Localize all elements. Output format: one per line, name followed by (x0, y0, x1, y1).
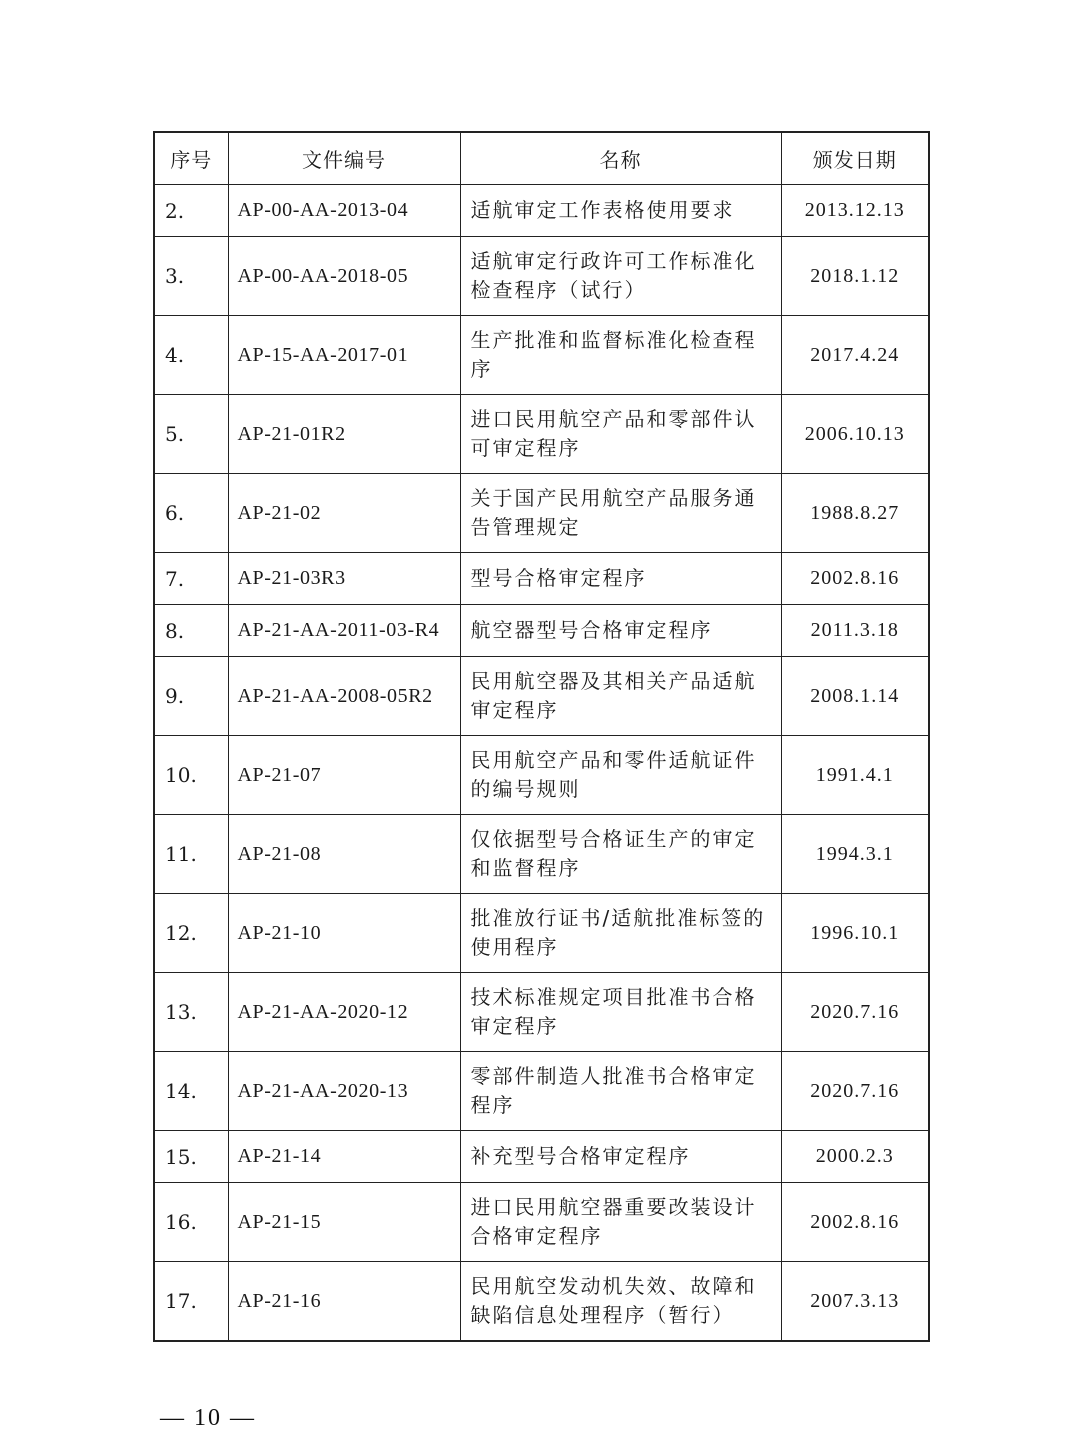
cell-code: AP-21-AA-2020-13 (228, 1052, 460, 1131)
cell-seq: 12. (154, 894, 228, 973)
table-body (154, 185, 929, 1342)
document-table (153, 131, 930, 1342)
table-row (154, 605, 929, 657)
cell-code: AP-00-AA-2013-04 (228, 185, 460, 237)
cell-seq: 6. (154, 474, 228, 553)
table-row (154, 894, 929, 973)
header-seq: 序号 (154, 132, 228, 185)
cell-date: 2008.1.14 (781, 657, 929, 736)
cell-code: AP-21-01R2 (228, 395, 460, 474)
header-code: 文件编号 (228, 132, 460, 185)
table-row (154, 815, 929, 894)
cell-seq: 2. (154, 185, 228, 237)
cell-name: 技术标准规定项目批准书合格审定程序 (460, 973, 781, 1052)
cell-seq: 3. (154, 237, 228, 316)
cell-code: AP-21-02 (228, 474, 460, 553)
cell-seq: 10. (154, 736, 228, 815)
cell-date: 1988.8.27 (781, 474, 929, 553)
table-row (154, 553, 929, 605)
cell-date: 2002.8.16 (781, 553, 929, 605)
cell-name: 航空器型号合格审定程序 (460, 605, 781, 657)
cell-seq: 4. (154, 316, 228, 395)
cell-code: AP-21-AA-2020-12 (228, 973, 460, 1052)
table-row (154, 1052, 929, 1131)
cell-code: AP-21-10 (228, 894, 460, 973)
table-row (154, 657, 929, 736)
cell-code: AP-15-AA-2017-01 (228, 316, 460, 395)
table-row (154, 474, 929, 553)
cell-name: 仅依据型号合格证生产的审定和监督程序 (460, 815, 781, 894)
cell-code: AP-21-07 (228, 736, 460, 815)
cell-code: AP-00-AA-2018-05 (228, 237, 460, 316)
cell-date: 2002.8.16 (781, 1183, 929, 1262)
cell-name: 适航审定行政许可工作标准化检查程序（试行） (460, 237, 781, 316)
table-row (154, 1262, 929, 1342)
cell-name: 关于国产民用航空产品服务通告管理规定 (460, 474, 781, 553)
cell-code: AP-21-AA-2011-03-R4 (228, 605, 460, 657)
cell-seq: 15. (154, 1131, 228, 1183)
cell-date: 2013.12.13 (781, 185, 929, 237)
cell-name: 民用航空器及其相关产品适航审定程序 (460, 657, 781, 736)
header-date: 颁发日期 (781, 132, 929, 185)
cell-name: 批准放行证书/适航批准标签的使用程序 (460, 894, 781, 973)
cell-name: 进口民用航空器重要改装设计合格审定程序 (460, 1183, 781, 1262)
cell-date: 2018.1.12 (781, 237, 929, 316)
table-row (154, 185, 929, 237)
table-row (154, 1183, 929, 1262)
cell-code: AP-21-14 (228, 1131, 460, 1183)
table-row (154, 237, 929, 316)
cell-date: 2007.3.13 (781, 1262, 929, 1342)
cell-seq: 16. (154, 1183, 228, 1262)
cell-seq: 9. (154, 657, 228, 736)
cell-name: 民用航空产品和零件适航证件的编号规则 (460, 736, 781, 815)
cell-date: 2020.7.16 (781, 1052, 929, 1131)
cell-seq: 5. (154, 395, 228, 474)
table-row (154, 395, 929, 474)
table-row (154, 316, 929, 395)
table-row (154, 973, 929, 1052)
cell-seq: 7. (154, 553, 228, 605)
cell-date: 2006.10.13 (781, 395, 929, 474)
cell-name: 生产批准和监督标准化检查程序 (460, 316, 781, 395)
cell-code: AP-21-08 (228, 815, 460, 894)
cell-code: AP-21-16 (228, 1262, 460, 1342)
cell-seq: 8. (154, 605, 228, 657)
cell-seq: 11. (154, 815, 228, 894)
page-number: — 10 — (160, 1405, 256, 1431)
cell-seq: 13. (154, 973, 228, 1052)
cell-code: AP-21-15 (228, 1183, 460, 1262)
cell-name: 型号合格审定程序 (460, 553, 781, 605)
cell-name: 民用航空发动机失效、故障和缺陷信息处理程序（暂行） (460, 1262, 781, 1342)
cell-date: 1994.3.1 (781, 815, 929, 894)
cell-seq: 17. (154, 1262, 228, 1342)
cell-date: 1991.4.1 (781, 736, 929, 815)
cell-code: AP-21-03R3 (228, 553, 460, 605)
cell-name: 适航审定工作表格使用要求 (460, 185, 781, 237)
table-row (154, 736, 929, 815)
header-name: 名称 (460, 132, 781, 185)
cell-date: 1996.10.1 (781, 894, 929, 973)
cell-date: 2011.3.18 (781, 605, 929, 657)
cell-seq: 14. (154, 1052, 228, 1131)
cell-name: 进口民用航空产品和零部件认可审定程序 (460, 395, 781, 474)
cell-date: 2017.4.24 (781, 316, 929, 395)
cell-code: AP-21-AA-2008-05R2 (228, 657, 460, 736)
cell-date: 2020.7.16 (781, 973, 929, 1052)
cell-name: 零部件制造人批准书合格审定程序 (460, 1052, 781, 1131)
table-header-row (154, 132, 929, 185)
cell-name: 补充型号合格审定程序 (460, 1131, 781, 1183)
table-row (154, 1131, 929, 1183)
cell-date: 2000.2.3 (781, 1131, 929, 1183)
